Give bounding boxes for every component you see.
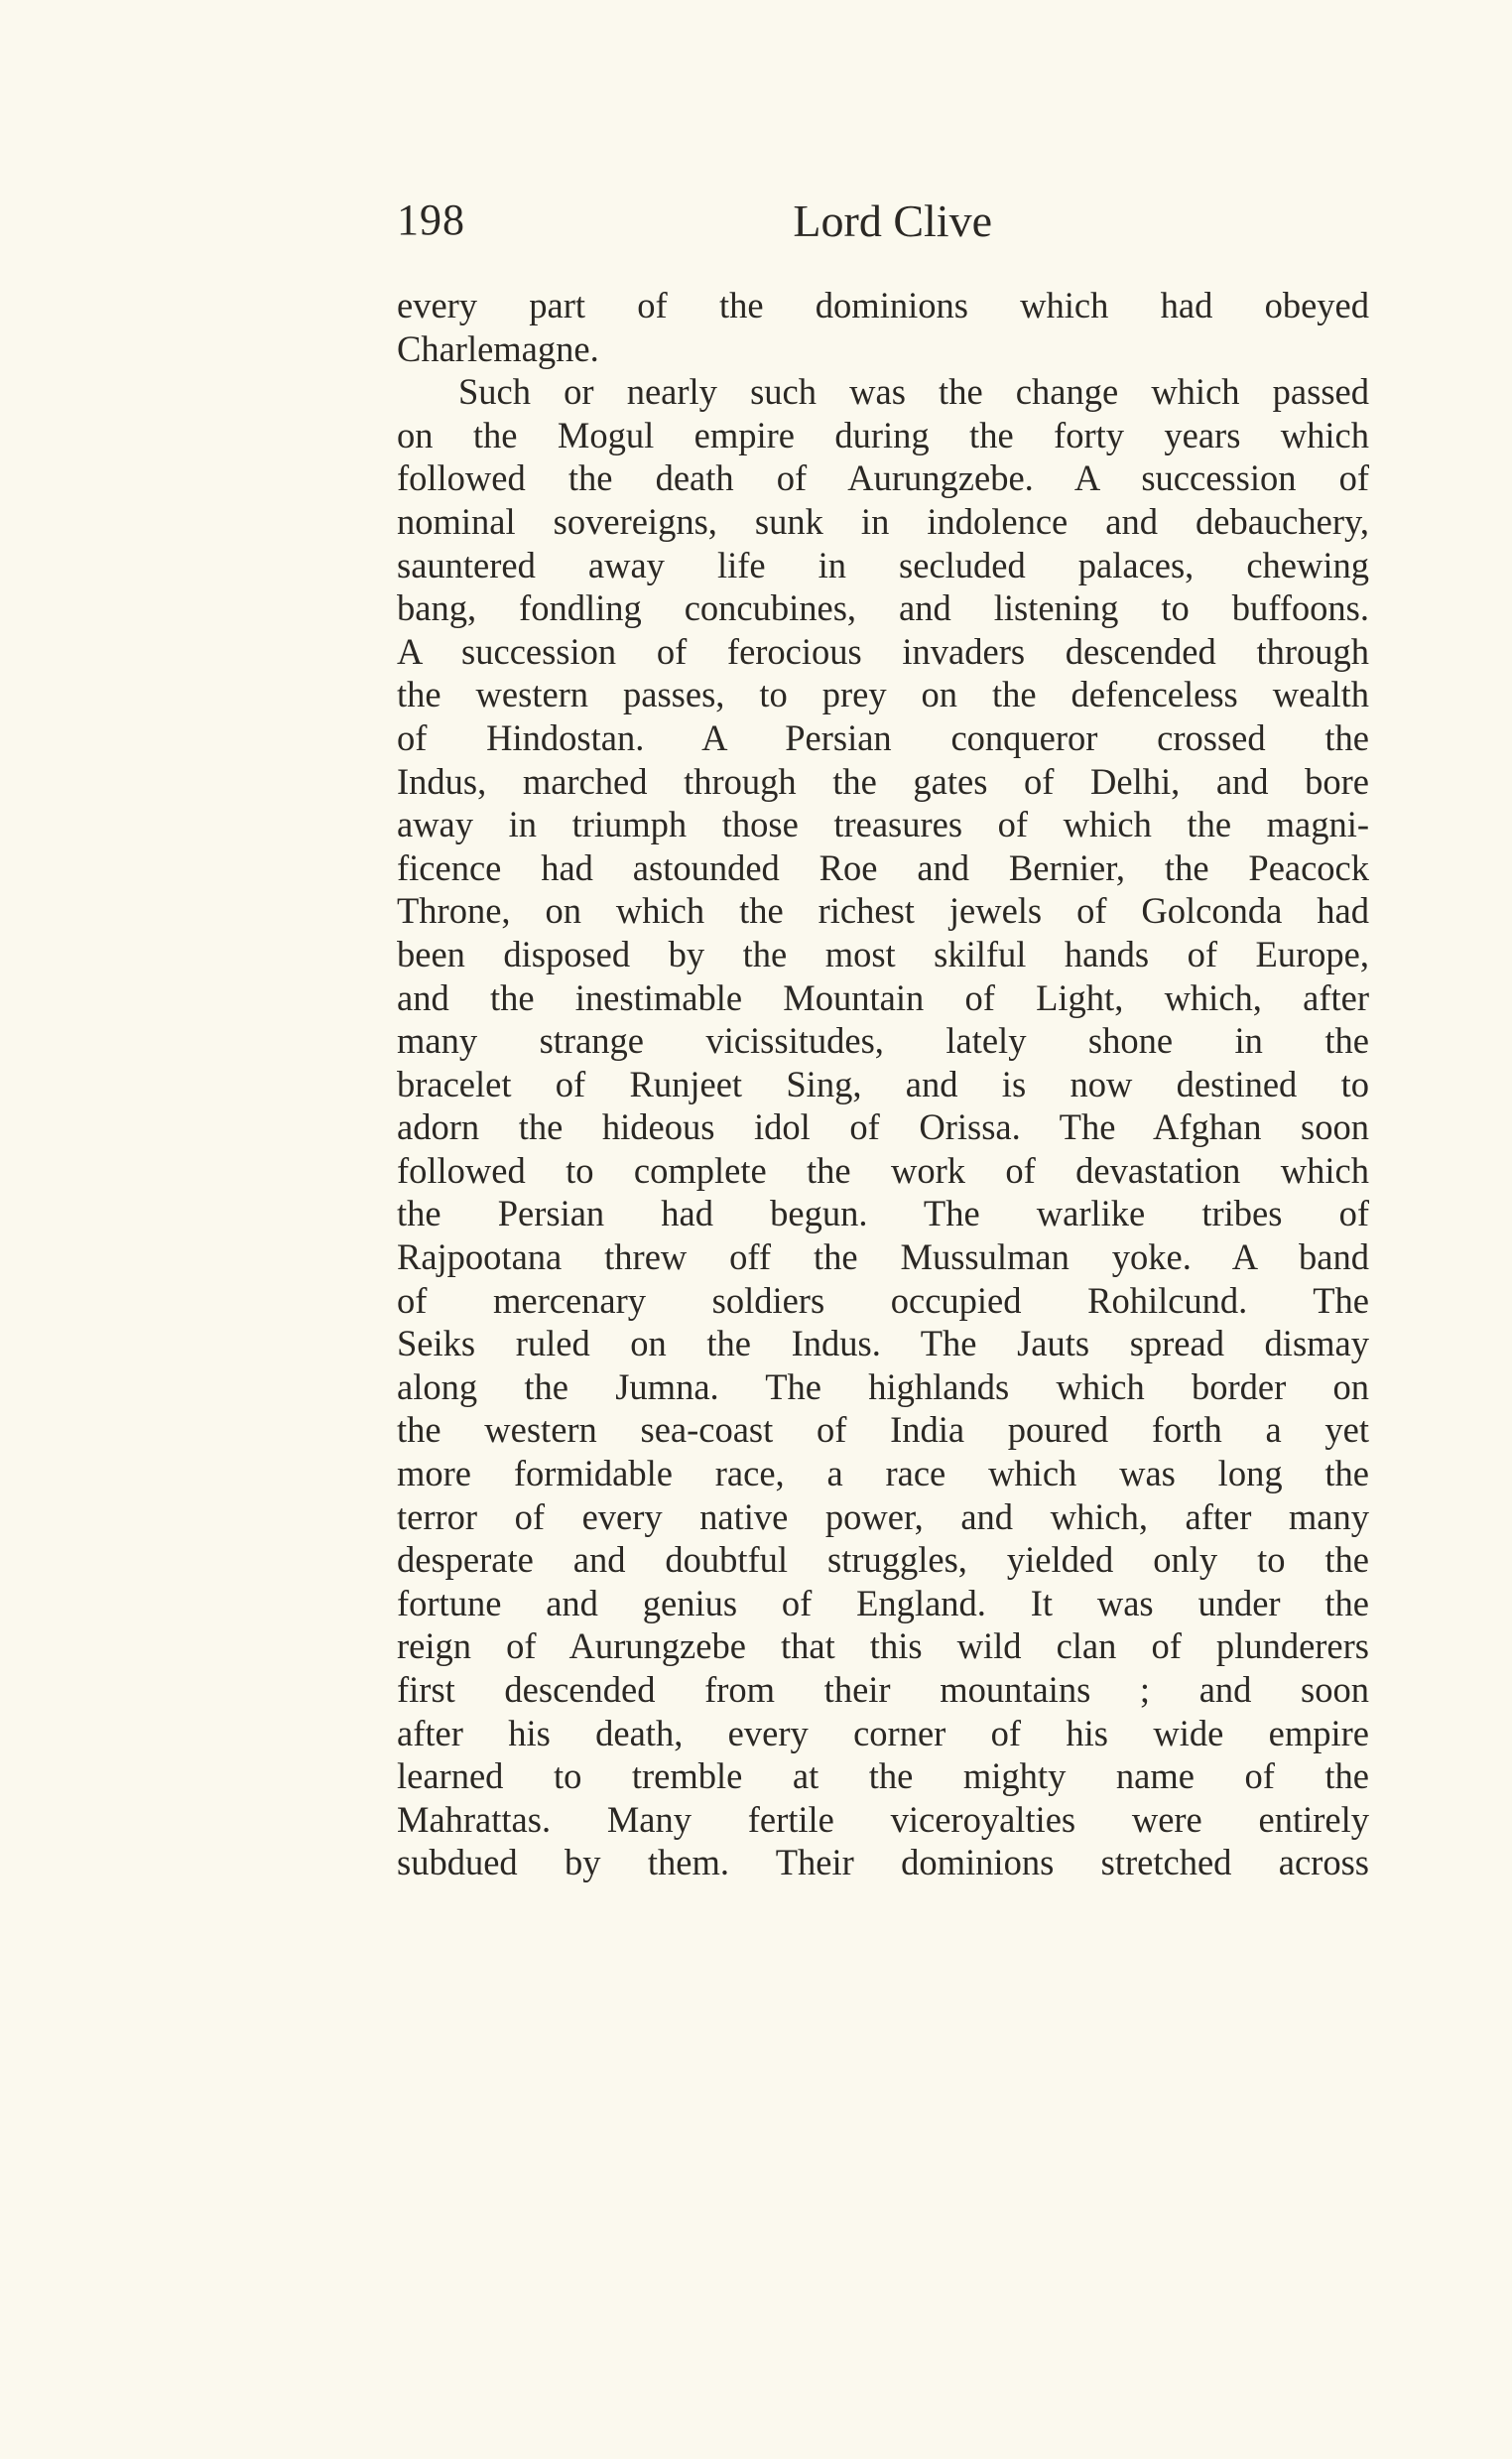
text-line: reign of Aurungzebe that this wild clan of plunderers	[397, 1625, 1369, 1667]
text-line: and the inestimable Mountain of Light, which, after	[397, 976, 1369, 1018]
text-line: the western sea-coast of India poured forth a yet	[397, 1409, 1369, 1451]
text-line: followed to complete the work of devastation which	[397, 1149, 1369, 1191]
page-header	[397, 194, 1369, 264]
text-line: of mercenary soldiers occupied Rohilcund. The	[397, 1279, 1369, 1321]
text-line: Charlemagne.	[397, 327, 599, 369]
text-line: along the Jumna. The highlands which border on	[397, 1365, 1369, 1407]
text-line: the Persian had begun. The warlike tribes of	[397, 1193, 1369, 1234]
page-number: 198	[397, 195, 465, 244]
text-line: of Hindostan. A Persian conqueror crossed the	[397, 716, 1369, 758]
text-line: bracelet of Runjeet Sing, and is now destined to	[397, 1063, 1369, 1104]
text-line: Indus, marched through the gates of Delhi, and bore	[397, 760, 1369, 802]
text-line: on the Mogul empire during the forty years which	[397, 414, 1369, 455]
body-text	[397, 284, 1369, 1884]
text-line: Rajpootana threw off the Mussulman yoke. A band	[397, 1236, 1369, 1278]
text-line: many strange vicissitudes, lately shone in the	[397, 1020, 1369, 1062]
running-title: Lord Clive	[793, 195, 992, 246]
text-line: away in triumph those treasures of which the magni-	[397, 804, 1369, 845]
text-line: adorn the hideous idol of Orissa. The Afghan soon	[397, 1106, 1369, 1148]
text-line: fortune and genius of England. It was under the	[397, 1582, 1369, 1623]
text-line: Throne, on which the richest jewels of Golconda had	[397, 890, 1369, 932]
text-line: first descended from their mountains ; and soon	[397, 1669, 1369, 1710]
text-line: A succession of ferocious invaders descended through	[397, 630, 1369, 672]
text-line: every part of the dominions which had obeyed	[397, 285, 1369, 325]
text-line: the western passes, to prey on the defenceless wealth	[397, 674, 1369, 715]
text-line: after his death, every corner of his wide empire	[397, 1712, 1369, 1753]
text-line: been disposed by the most skilful hands of Europe,	[397, 933, 1369, 974]
text-line: bang, fondling concubines, and listening to buffoons.	[397, 587, 1369, 629]
text-line: Mahrattas. Many fertile viceroyalties were entirely	[397, 1798, 1369, 1840]
text-line: sauntered away life in secluded palaces, chewing	[397, 544, 1369, 585]
text-line: more formidable race, a race which was long the	[397, 1453, 1369, 1494]
text-line: nominal sovereigns, sunk in indolence and debauchery,	[397, 500, 1369, 542]
text-line: Seiks ruled on the Indus. The Jauts spread dismay	[397, 1323, 1369, 1364]
text-line: Such or nearly such was the change which passed	[458, 371, 1369, 413]
text-line: terror of every native power, and which, after many	[397, 1495, 1369, 1537]
text-line: subdued by them. Their dominions stretched across	[397, 1842, 1369, 1883]
text-line: followed the death of Aurungzebe. A succession of	[397, 457, 1369, 499]
text-line: ficence had astounded Roe and Bernier, the Peacock	[397, 846, 1369, 888]
text-line: desperate and doubtful struggles, yielded only to the	[397, 1539, 1369, 1581]
text-line: learned to tremble at the mighty name of the	[397, 1755, 1369, 1797]
